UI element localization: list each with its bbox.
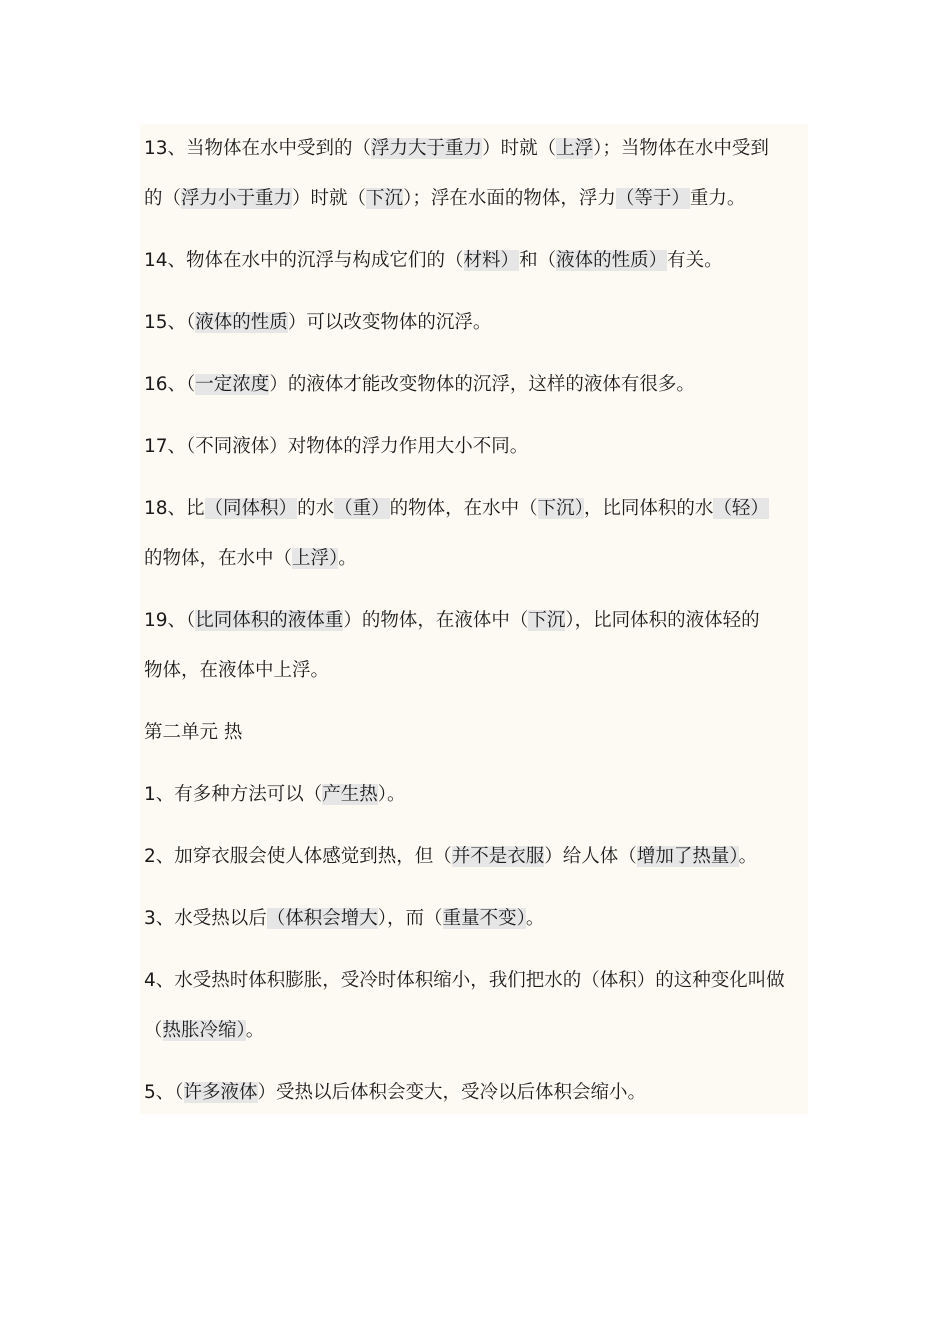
paragraph-spacer bbox=[144, 696, 812, 708]
text-line bbox=[144, 646, 812, 696]
text-line bbox=[144, 956, 812, 1006]
text-segment: 。 bbox=[738, 846, 758, 867]
text-line bbox=[144, 1068, 812, 1118]
paragraph-spacer bbox=[144, 410, 812, 422]
text-segment: 。 bbox=[525, 908, 545, 929]
text-segment: 的（ bbox=[144, 188, 182, 209]
paragraph bbox=[144, 484, 812, 584]
answer-highlight: 许多液体 bbox=[183, 1082, 258, 1103]
text-line bbox=[144, 1006, 812, 1056]
text-segment: ）时就（ bbox=[292, 188, 367, 209]
text-line bbox=[144, 360, 812, 410]
paragraph bbox=[144, 236, 812, 286]
paragraph bbox=[144, 894, 812, 944]
paragraph bbox=[144, 360, 812, 410]
text-line bbox=[144, 832, 812, 882]
paragraph bbox=[144, 832, 812, 882]
text-segment: 第二单元 热 bbox=[144, 722, 243, 743]
paragraph-spacer bbox=[144, 944, 812, 956]
answer-highlight: 浮力大于重力 bbox=[371, 138, 483, 159]
paragraph-spacer bbox=[144, 472, 812, 484]
answer-highlight: （轻） bbox=[713, 498, 769, 519]
paragraph bbox=[144, 708, 812, 758]
text-line bbox=[144, 894, 812, 944]
text-segment: ）时就（ bbox=[482, 138, 557, 159]
text-line bbox=[144, 770, 812, 820]
text-line bbox=[144, 298, 812, 348]
text-segment: 有关。 bbox=[667, 250, 723, 271]
paragraph bbox=[144, 422, 812, 472]
paragraph-spacer bbox=[144, 882, 812, 894]
text-line bbox=[144, 422, 812, 472]
text-segment: ）的物体，在液体中（ bbox=[343, 610, 529, 631]
answer-highlight: （重） bbox=[334, 498, 390, 519]
text-segment: ），而（ bbox=[377, 908, 443, 929]
paragraph-spacer bbox=[144, 758, 812, 770]
text-segment: ）给人体（ bbox=[544, 846, 637, 867]
text-segment: 3、水受热以后 bbox=[144, 908, 267, 929]
text-segment: 。 bbox=[338, 548, 357, 569]
answer-highlight: 上浮 bbox=[556, 138, 594, 159]
paragraph bbox=[144, 298, 812, 348]
text-segment: 重力。 bbox=[689, 188, 746, 209]
paragraph bbox=[144, 1068, 812, 1118]
paragraph-spacer bbox=[144, 224, 812, 236]
paragraph bbox=[144, 124, 812, 224]
answer-highlight: 下沉 bbox=[366, 188, 404, 209]
paragraph-spacer bbox=[144, 820, 812, 832]
text-segment: （ bbox=[144, 1020, 163, 1041]
paragraph bbox=[144, 596, 812, 696]
answer-highlight: 比同体积的液体重 bbox=[195, 610, 344, 631]
text-segment: 的水 bbox=[297, 498, 335, 519]
answer-highlight: 产生热 bbox=[322, 784, 378, 805]
paragraph bbox=[144, 956, 812, 1056]
text-line bbox=[144, 124, 812, 174]
paragraph bbox=[144, 770, 812, 820]
text-line bbox=[144, 534, 812, 584]
text-line bbox=[144, 174, 812, 224]
text-line bbox=[144, 596, 812, 646]
answer-highlight: 增加了热量） bbox=[636, 846, 739, 867]
answer-highlight: （体积会增大 bbox=[266, 908, 378, 929]
text-segment: 2、加穿衣服会使人体感觉到热，但（ bbox=[144, 846, 452, 867]
answer-highlight: 下沉） bbox=[537, 498, 584, 519]
text-segment: 4、水受热时体积膨胀，受冷时体积缩小，我们把水的（体积）的这种变化叫做 bbox=[144, 970, 785, 991]
paragraph-spacer bbox=[144, 348, 812, 360]
answer-highlight: 下沉 bbox=[528, 610, 566, 631]
answer-highlight: （同体积） bbox=[204, 498, 298, 519]
text-segment: 和（ bbox=[519, 250, 557, 271]
answer-highlight: 上浮） bbox=[292, 548, 339, 569]
text-segment: 的物体，在水中（ bbox=[144, 548, 293, 569]
document-body bbox=[144, 124, 812, 1118]
text-segment: 13、当物体在水中受到的（ bbox=[144, 138, 372, 159]
text-line bbox=[144, 236, 812, 286]
answer-highlight: 浮力小于重力 bbox=[181, 188, 293, 209]
text-segment: 物体，在液体中上浮。 bbox=[144, 660, 330, 681]
paragraph-spacer bbox=[144, 584, 812, 596]
text-segment: 17、（不同液体）对物体的浮力作用大小不同。 bbox=[144, 436, 529, 457]
text-segment: ）；当物体在水中受到 bbox=[593, 138, 769, 159]
answer-highlight: 液体的性质 bbox=[195, 312, 288, 333]
text-segment: 16、（ bbox=[144, 374, 196, 395]
text-segment: ）可以改变物体的沉浮。 bbox=[287, 312, 492, 333]
text-segment: 5、（ bbox=[144, 1082, 184, 1103]
answer-highlight: 一定浓度 bbox=[195, 374, 270, 395]
text-segment: 19、（ bbox=[144, 610, 196, 631]
answer-highlight: 液体的性质） bbox=[556, 250, 668, 271]
text-line bbox=[144, 484, 812, 534]
answer-highlight: 材料） bbox=[463, 250, 520, 271]
text-segment: ）。 bbox=[377, 784, 406, 805]
text-segment: 14、物体在水中的沉浮与构成它们的（ bbox=[144, 250, 464, 271]
text-segment: ）；浮在水面的物体，浮力 bbox=[403, 188, 616, 209]
answer-highlight: 并不是衣服 bbox=[451, 846, 545, 867]
text-segment: 1、有多种方法可以（ bbox=[144, 784, 323, 805]
paragraph-spacer bbox=[144, 286, 812, 298]
answer-highlight: （等于） bbox=[615, 188, 690, 209]
text-segment: 的物体，在水中（ bbox=[389, 498, 538, 519]
text-segment: ）的液体才能改变物体的沉浮，这样的液体有很多。 bbox=[269, 374, 695, 395]
answer-highlight: 热胀冷缩） bbox=[162, 1020, 246, 1041]
text-line bbox=[144, 708, 812, 758]
text-segment: 。 bbox=[245, 1020, 265, 1041]
text-segment: ）受热以后体积会变大，受冷以后体积会缩小。 bbox=[257, 1082, 647, 1103]
text-segment: ），比同体积的液体轻的 bbox=[565, 610, 760, 631]
answer-highlight: 重量不变） bbox=[442, 908, 526, 929]
text-segment: 15、（ bbox=[144, 312, 196, 333]
text-segment: ，比同体积的水 bbox=[583, 498, 714, 519]
text-segment: 18、比 bbox=[144, 498, 205, 519]
paragraph-spacer bbox=[144, 1056, 812, 1068]
